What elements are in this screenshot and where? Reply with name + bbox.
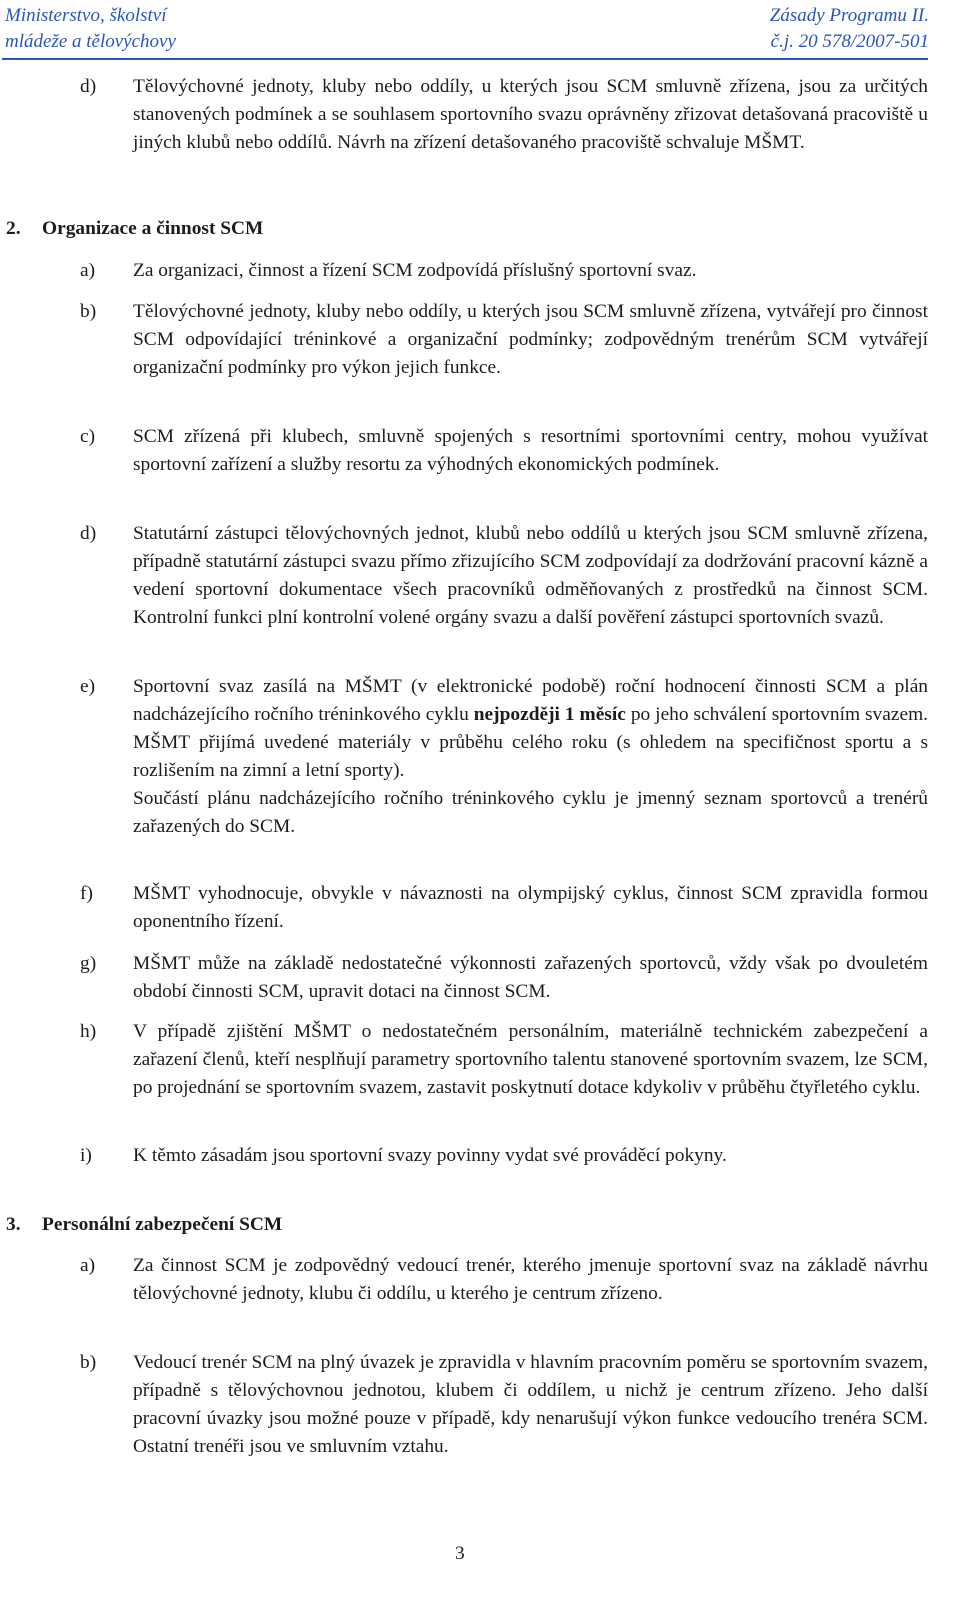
list-item-text: Za organizaci, činnost a řízení SCM zodpovídá příslušný sportovní svaz. bbox=[133, 260, 697, 281]
section-number: 3. bbox=[6, 1214, 21, 1235]
deadline-emphasis: nejpozději 1 měsíc bbox=[473, 704, 626, 725]
list-item-label: d) bbox=[80, 523, 97, 544]
list-item-2c bbox=[80, 423, 928, 479]
list-item-2f bbox=[80, 880, 928, 936]
list-item-2h bbox=[80, 1018, 928, 1102]
list-item-text: Tělovýchovné jednoty, kluby nebo oddíly, u kterých jsou SCM smluvně zřízena, jsou za určitých stanovených podmínek a se souhlasem sportovního svazu oprávněny zřizovat detašovaná pracoviště u jiných klubů nebo oddílů. Návrh na zřízení detašovaného pracoviště schvaluje MŠMT. bbox=[133, 76, 928, 153]
list-item-2a bbox=[80, 257, 928, 285]
list-item-text: MŠMT může na základě nedostatečné výkonnosti zařazených sportovců, vždy však po dvouletém období činnosti SCM, upravit dotaci na činnost SCM. bbox=[133, 953, 928, 1002]
list-item-label: c) bbox=[80, 426, 96, 447]
list-item-3b bbox=[80, 1349, 928, 1461]
header-rule bbox=[2, 58, 928, 60]
page-number: 3 bbox=[455, 1543, 465, 1564]
section-number: 2. bbox=[6, 218, 21, 239]
section-heading-3 bbox=[6, 1211, 282, 1239]
list-item-2d bbox=[80, 520, 928, 632]
list-item-label: i) bbox=[80, 1145, 92, 1166]
list-item-label: f) bbox=[80, 883, 93, 904]
list-item-text: Vedoucí trenér SCM na plný úvazek je zpravidla v hlavním pracovním poměru se sportovním svazem, případně s tělovýchovnou jednotou, klubem či oddílem, u nichž je centrum zřízeno. Jeho další pracovní úvazky jsou možné pouze v případě, kdy nenarušují výkon funkce vedoucího trenéra SCM. Ostatní trenéři jsou ve smluvním vztahu. bbox=[133, 1352, 928, 1457]
section-title: Organizace a činnost SCM bbox=[42, 218, 264, 239]
header-ministry-line1: Ministerstvo, školství bbox=[5, 5, 167, 26]
list-item-text: Tělovýchovné jednoty, kluby nebo oddíly, u kterých jsou SCM smluvně zřízena, vytvářejí pro činnost SCM odpovídající tréninkové a organizační podmínky; zodpovědným trenérům SCM vytvářejí organizační podmínky pro výkon jejich funkce. bbox=[133, 301, 928, 378]
list-item-2g bbox=[80, 950, 928, 1006]
list-item-top-d bbox=[80, 73, 928, 157]
section-heading-2 bbox=[6, 215, 263, 243]
list-item-text: Za činnost SCM je zodpovědný vedoucí trenér, kterého jmenuje sportovní svaz na základě návrhu tělovýchovné jednoty, klubu či oddílu, u kterého je centrum zřízeno. bbox=[133, 1255, 928, 1304]
header-reference-line2: č.j. 20 578/2007-501 bbox=[770, 31, 929, 52]
list-item-2b bbox=[80, 298, 928, 382]
list-item-text: K těmto zásadám jsou sportovní svazy povinny vydat své prováděcí pokyny. bbox=[133, 1145, 727, 1166]
list-item-text-part: po jeho schválení sportovním svazem. MŠMT přijímá uvedené materiály v průběhu celého roku (s ohledem na specifičnost sportu a s rozlišením na zimní a letní sporty). bbox=[133, 704, 928, 781]
list-item-label: g) bbox=[80, 953, 97, 974]
list-item-text: MŠMT vyhodnocuje, obvykle v návaznosti na olympijský cyklus, činnost SCM zpravidla formou oponentního řízení. bbox=[133, 883, 928, 932]
list-item-2e bbox=[80, 673, 928, 841]
header-reference-line1: Zásady Programu II. bbox=[769, 5, 929, 26]
list-item-text: SCM zřízená při klubech, smluvně spojených s resortními sportovními centry, mohou využívat sportovní zařízení a služby resortu za výhodných ekonomických podmínek. bbox=[133, 426, 928, 475]
list-item-3a bbox=[80, 1252, 928, 1308]
list-item-label: a) bbox=[80, 1255, 96, 1276]
section-title: Personální zabezpečení SCM bbox=[42, 1214, 283, 1235]
list-item-label: h) bbox=[80, 1021, 97, 1042]
list-item-label: e) bbox=[80, 676, 96, 697]
list-item-text-part: Sportovní svaz zasílá na MŠMT (v elektronické podobě) roční hodnocení činnosti SCM a plán nadcházejícího ročního tréninkového cyklu bbox=[133, 676, 928, 725]
list-item-label: d) bbox=[80, 76, 97, 97]
header-ministry bbox=[5, 3, 176, 55]
list-item-text: Statutární zástupci tělovýchovných jednot, klubů nebo oddílů u kterých jsou SCM smluvně zřízena, případně statutární zástupci svazu přímo zřizujícího SCM zodpovídají za dodržování pracovní kázně a vedení sportovní dokumentace všech pracovníků odměňovaných z prostředků na činnost SCM. Kontrolní funkci plní kontrolní volené orgány svazu a další pověření zástupci sportovních svazů. bbox=[133, 523, 928, 628]
list-item-label: a) bbox=[80, 260, 96, 281]
header-reference bbox=[770, 3, 929, 55]
list-item-label: b) bbox=[80, 1352, 97, 1373]
list-item-label: b) bbox=[80, 301, 97, 322]
list-item-text: V případě zjištění MŠMT o nedostatečném personálním, materiálně technickém zabezpečení a zařazení členů, kteří nesplňují parametry sportovního talentu stanovené sportovním svazem, lze SCM, po projednání se sportovním svazem, zastavit poskytnutí dotace kdykoliv v průběhu čtyřletého cyklu. bbox=[133, 1021, 928, 1098]
list-item-text bbox=[133, 673, 928, 841]
list-item-2i bbox=[80, 1142, 928, 1170]
list-item-text-part: Součástí plánu nadcházejícího ročního tréninkového cyklu je jmenný seznam sportovců a trenérů zařazených do SCM. bbox=[133, 788, 928, 837]
header-ministry-line2: mládeže a tělovýchovy bbox=[5, 31, 176, 52]
